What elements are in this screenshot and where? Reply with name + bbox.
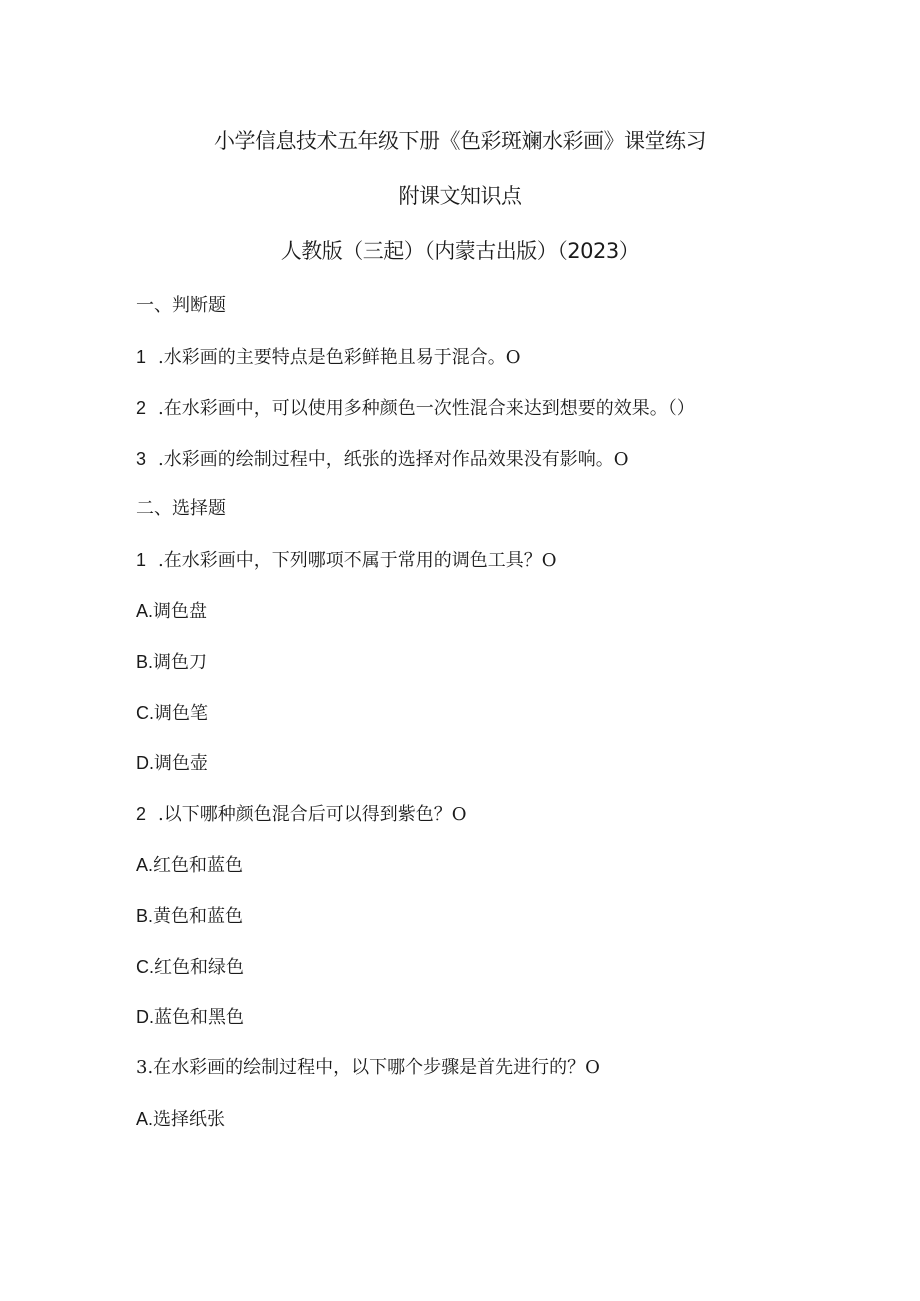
option-text: 红色和绿色 (154, 957, 244, 978)
choice-option (136, 649, 207, 676)
question-number: 3 (136, 449, 147, 469)
judgment-question (136, 344, 520, 371)
document-title: 小学信息技术五年级下册《色彩斑斓水彩画》课堂练习 (214, 129, 706, 153)
question-text: .水彩画的绘制过程中，纸张的选择对作品效果没有影响。O (158, 449, 629, 470)
option-text: 调色壶 (154, 753, 208, 774)
option-text: 调色刀 (153, 652, 208, 673)
option-label: A. (136, 855, 154, 875)
section-heading-choice: 二、选择题 (136, 498, 226, 519)
question-text: .水彩画的主要特点是色彩鲜艳且易于混合。O (158, 347, 521, 368)
choice-option (136, 700, 208, 727)
choice-question (136, 1055, 600, 1081)
choice-question (136, 801, 466, 828)
choice-question (136, 547, 556, 574)
option-label: C. (136, 703, 154, 723)
choice-option (136, 954, 244, 981)
choice-option (136, 598, 207, 625)
option-label: D. (136, 1007, 154, 1027)
question-number: 2 (136, 804, 147, 824)
option-label: B. (136, 652, 154, 672)
option-label: D. (136, 753, 154, 773)
option-text: 调色盘 (153, 601, 208, 622)
option-label: B. (136, 906, 154, 926)
choice-option (136, 903, 243, 930)
option-text: 选择纸张 (153, 1109, 226, 1130)
option-label: A. (136, 601, 154, 621)
judgment-question (136, 446, 628, 473)
question-text: .在水彩画中，下列哪项不属于常用的调色工具？O (158, 550, 557, 571)
question-text: .在水彩画中，可以使用多种颜色一次性混合来达到想要的效果。（） (158, 398, 695, 419)
question-number: 1 (136, 347, 147, 367)
option-text: 调色笔 (154, 703, 208, 724)
choice-option (136, 1106, 225, 1133)
question-number: 1 (136, 550, 147, 570)
document-edition: 人教版（三起）（内蒙古出版）（2023） (280, 239, 640, 263)
choice-option (136, 852, 243, 879)
document-subtitle: 附课文知识点 (398, 184, 522, 208)
choice-option (136, 750, 208, 777)
judgment-question (136, 395, 695, 422)
question-text: .以下哪种颜色混合后可以得到紫色？O (158, 804, 467, 825)
section-heading-judgment: 一、判断题 (136, 295, 226, 316)
option-text: 蓝色和黑色 (154, 1007, 244, 1028)
option-label: C. (136, 957, 154, 977)
option-label: A. (136, 1109, 154, 1129)
option-text: 黄色和蓝色 (153, 906, 244, 927)
question-text: 3.在水彩画的绘制过程中，以下哪个步骤是首先进行的？O (136, 1057, 600, 1078)
question-number: 2 (136, 398, 147, 418)
option-text: 红色和蓝色 (153, 855, 244, 876)
choice-option (136, 1004, 244, 1031)
